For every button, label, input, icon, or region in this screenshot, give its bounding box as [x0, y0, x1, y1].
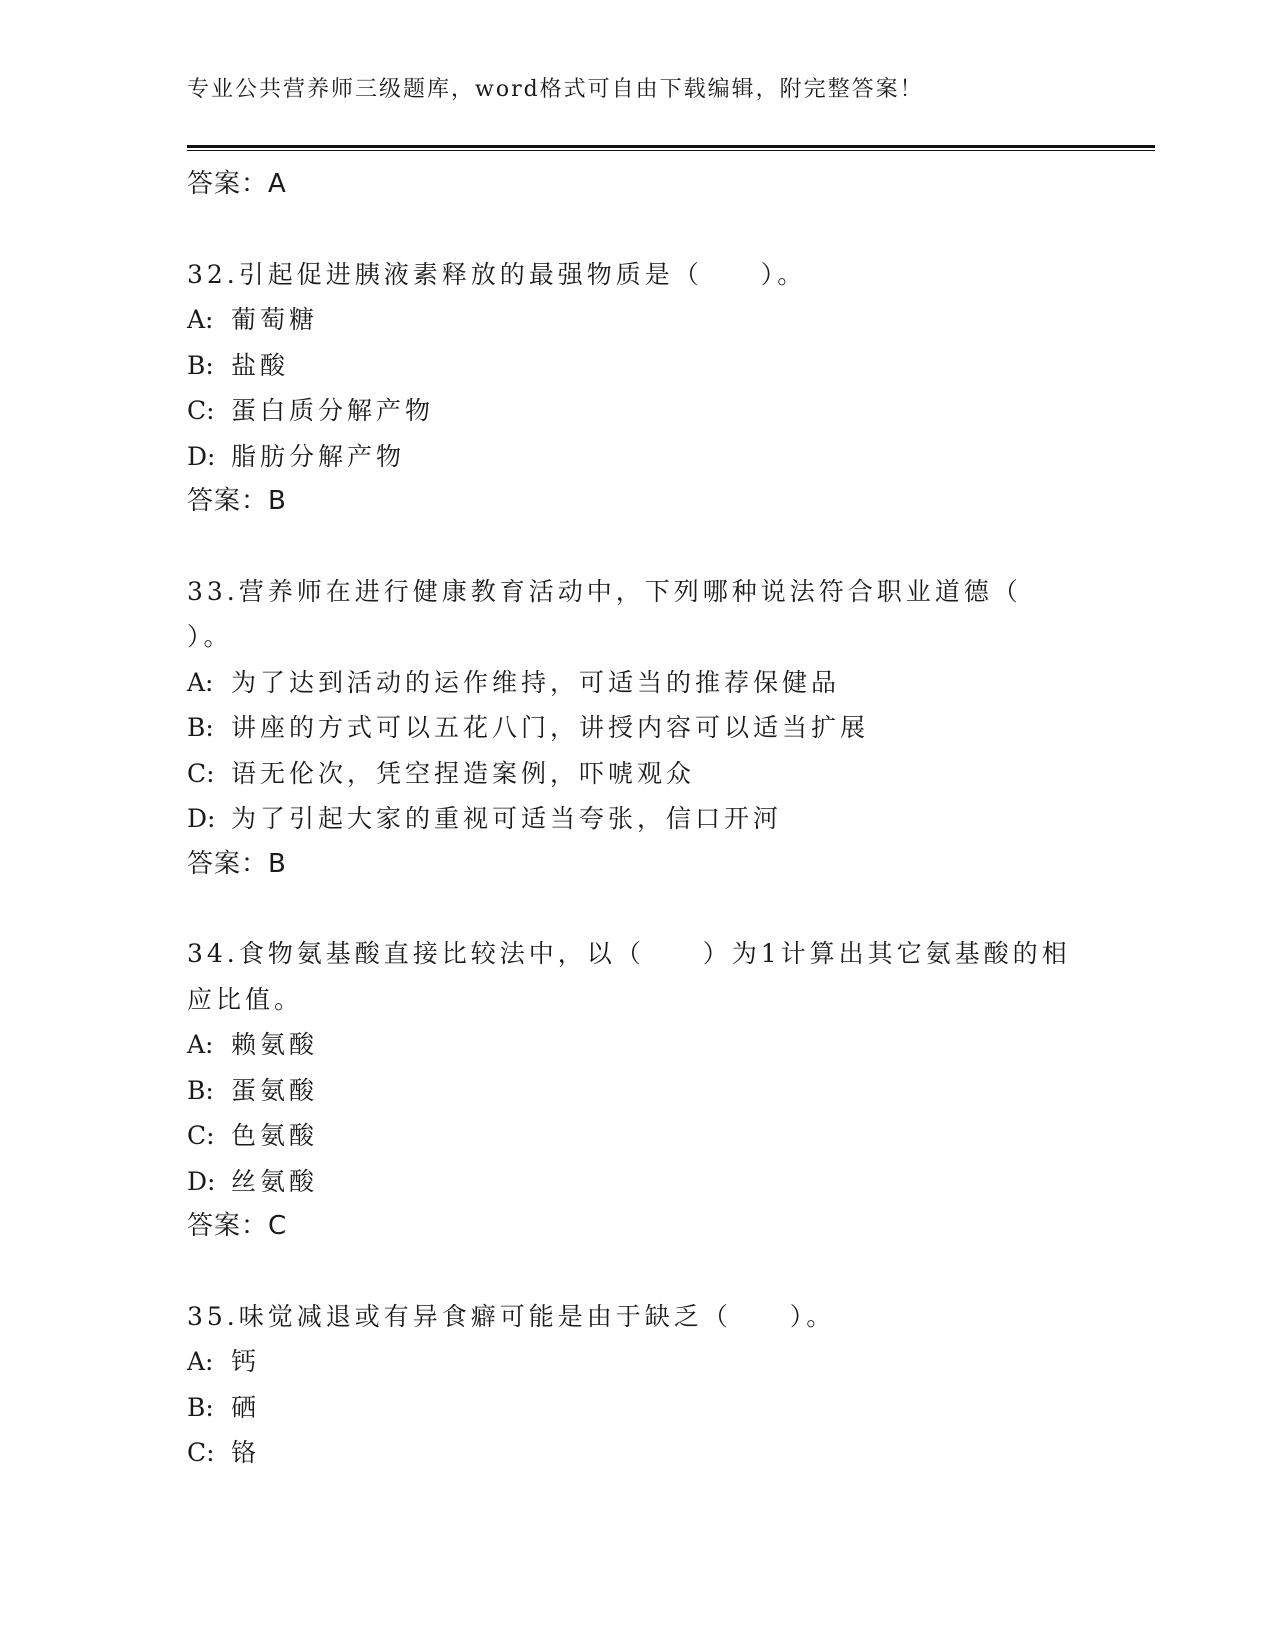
- header-rule-thick: [187, 145, 1155, 148]
- option-text: 讲座的方式可以五花八门，讲授内容可以适当扩展: [231, 713, 870, 742]
- page-header: 专业公共营养师三级题库，word格式可自由下载编辑，附完整答案！: [187, 77, 924, 102]
- option-letter: C:: [187, 396, 215, 425]
- option-letter: C:: [187, 1438, 215, 1467]
- option-letter: A:: [187, 305, 214, 334]
- option-text: 蛋氨酸: [231, 1075, 319, 1105]
- header-rule-thin: [187, 150, 1155, 151]
- option-text: 葡萄糖: [231, 305, 319, 334]
- option-a: [187, 297, 1087, 343]
- option-c: [187, 388, 1087, 434]
- option-b: [187, 1068, 1087, 1114]
- option-letter: B:: [187, 350, 214, 380]
- question-block: [187, 1294, 1087, 1476]
- spacer: [187, 887, 1087, 931]
- question-stem: 32.引起促进胰液素释放的最强物质是（ ）。: [187, 259, 807, 289]
- option-b: [187, 705, 1087, 751]
- option-letter: C:: [187, 1121, 215, 1150]
- option-letter: C:: [187, 758, 215, 788]
- question-content: [187, 162, 1087, 1476]
- answer-line: 答案：B: [187, 486, 287, 516]
- option-a: [187, 1339, 1087, 1385]
- option-text: 赖氨酸: [231, 1030, 319, 1059]
- option-c: [187, 751, 1087, 797]
- answer-line: 答案：A: [187, 169, 287, 199]
- option-text: 盐酸: [231, 350, 290, 380]
- question-stem-continued: 应比值。: [187, 984, 304, 1014]
- option-a: [187, 1022, 1087, 1068]
- option-d: [187, 1159, 1087, 1205]
- question-block: [187, 931, 1087, 1250]
- option-a: [187, 660, 1087, 706]
- option-text: 蛋白质分解产物: [231, 396, 435, 425]
- option-text: 色氨酸: [231, 1121, 319, 1150]
- option-text: 为了引起大家的重视可适当夸张，信口开河: [231, 804, 783, 833]
- question-stem: 35.味觉减退或有异食癖可能是由于缺乏（ ）。: [187, 1301, 836, 1331]
- option-text: 为了达到活动的运作维持，可适当的推荐保健品: [231, 667, 841, 697]
- option-text: 语无伦次，凭空捏造案例，吓唬观众: [231, 758, 696, 788]
- option-letter: D:: [187, 1166, 216, 1196]
- option-b: [187, 1385, 1087, 1431]
- answer-line: 答案：C: [187, 1211, 288, 1241]
- option-text: 硒: [231, 1392, 261, 1422]
- option-letter: A:: [187, 667, 214, 697]
- option-c: [187, 1113, 1087, 1159]
- option-c: [187, 1430, 1087, 1476]
- option-letter: D:: [187, 441, 216, 471]
- spacer: [187, 1250, 1087, 1294]
- question-stem: 33.营养师在进行健康教育活动中，下列哪种说法符合职业道德（: [187, 576, 1022, 606]
- option-d: [187, 434, 1087, 480]
- option-letter: A:: [187, 1347, 214, 1376]
- option-letter: D:: [187, 804, 216, 833]
- option-b: [187, 343, 1087, 389]
- option-text: 钙: [231, 1347, 261, 1376]
- option-letter: B:: [187, 1392, 214, 1422]
- question-stem: 34.食物氨基酸直接比较法中，以（ ）为1计算出其它氨基酸的相: [187, 939, 1071, 968]
- option-letter: B:: [187, 713, 214, 742]
- option-letter: B:: [187, 1075, 214, 1105]
- option-d: [187, 796, 1087, 842]
- question-stem-continued: ）。: [187, 622, 233, 651]
- spacer: [187, 525, 1087, 569]
- option-text: 丝氨酸: [231, 1166, 319, 1196]
- answer-line: 答案：B: [187, 848, 287, 879]
- option-text: 脂肪分解产物: [231, 441, 406, 471]
- spacer: [187, 208, 1087, 252]
- option-letter: A:: [187, 1030, 214, 1059]
- option-text: 铬: [231, 1438, 261, 1467]
- question-block: [187, 569, 1087, 888]
- question-block: [187, 252, 1087, 525]
